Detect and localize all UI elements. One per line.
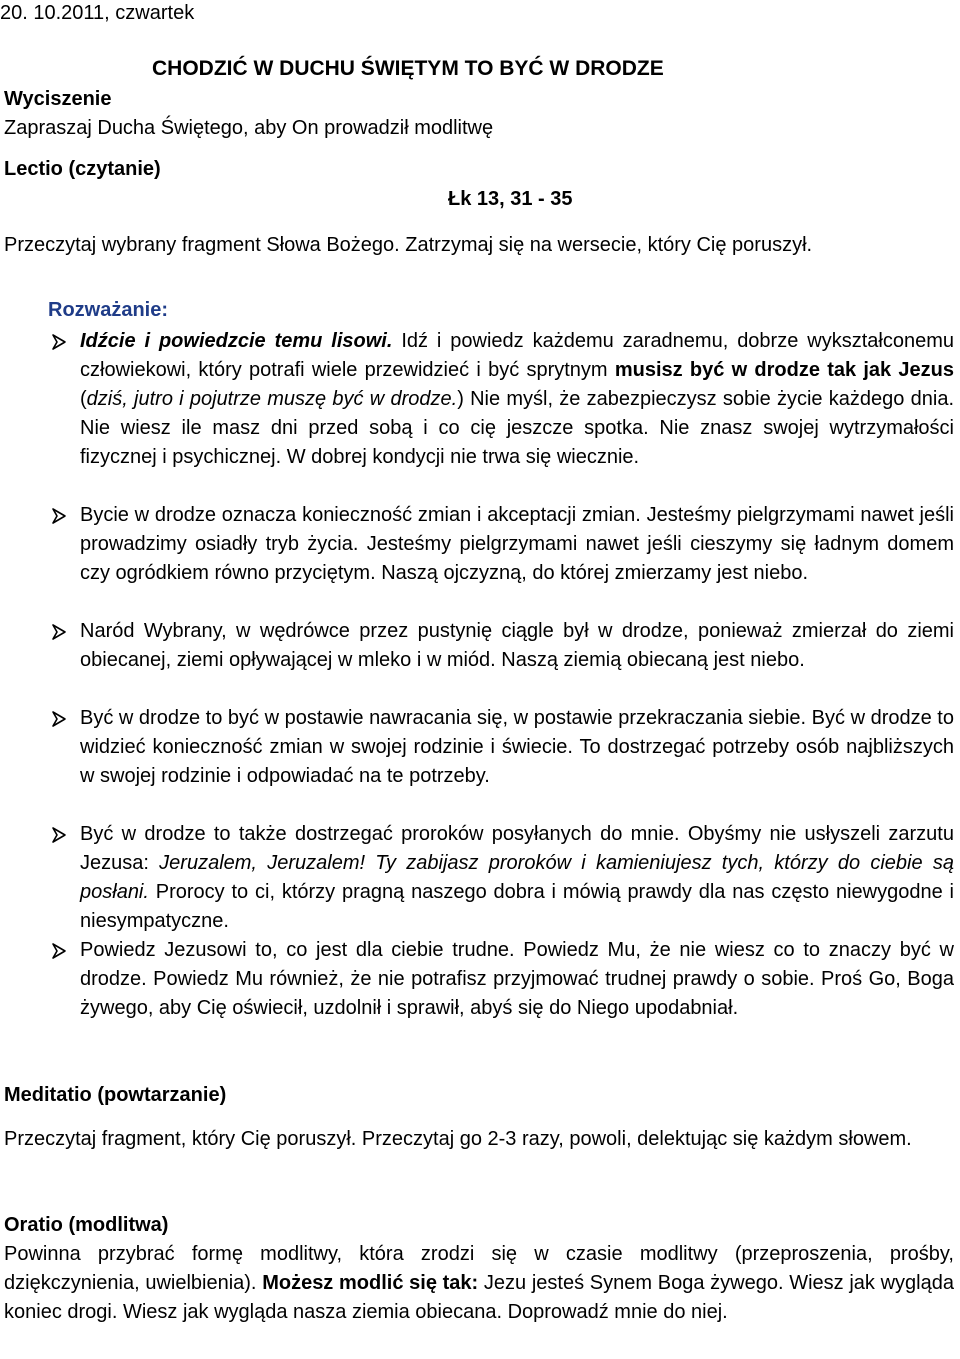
wyciszenie-text: Zapraszaj Ducha Świętego, aby On prowadził modlitwę [4, 117, 494, 139]
lectio-heading: Lectio (czytanie) [4, 158, 161, 180]
rozwazanie-item-2: Bycie w drodze oznacza konieczność zmian i akceptacji zmian. Jesteśmy pielgrzymami nawet jeśli prowadzimy osiadły tryb życia. Jesteśmy pielgrzymami nawet jeśli cieszymy się ładnym domem czy ogródkiem równo przyciętym. Naszą ojczyzną, do której zmierzamy jest niebo. [80, 504, 954, 584]
lectio-instruction: Przeczytaj wybrany fragment Słowa Bożego. Zatrzymaj się na wersecie, który Cię poruszył. [4, 234, 813, 256]
arrowhead-bullet-icon [50, 710, 70, 730]
arrowhead-bullet-icon [50, 623, 70, 643]
wyciszenie-heading: Wyciszenie [4, 88, 112, 110]
arrowhead-bullet-icon [50, 507, 70, 527]
meditatio-heading: Meditatio (powtarzanie) [4, 1084, 227, 1106]
rozwazanie-item-3: Naród Wybrany, w wędrówce przez pustynię ciągle był w drodze, ponieważ zmierzał do ziemi obiecanej, ziemi opływającej w mleko i w miód. Naszą ziemią obiecaną jest niebo. [80, 620, 954, 671]
arrowhead-bullet-icon [50, 942, 70, 962]
meditatio-text: Przeczytaj fragment, który Cię poruszył. Przeczytaj go 2-3 razy, powoli, delektując się każdym słowem. [4, 1128, 912, 1150]
rozwazanie-heading: Rozważanie: [48, 299, 169, 321]
page-title: CHODZIĆ W DUCHU ŚWIĘTYM TO BYĆ W DRODZE [152, 57, 664, 80]
rozwazanie-item-1: Idźcie i powiedzcie temu lisowi. Idź i powiedz każdemu zaradnemu, dobrze wykształconemu człowiekowi, który potrafi wiele przewidzieć i być sprytnym musisz być w drodze tak jak Jezus (dziś, jutro i pojutrze muszę być w drodze.) Nie myśl, że zabezpieczysz sobie życie każdego dnia. Nie wiesz ile masz dni przed sobą i co cię jeszcze spotka. Nie znasz swojej wytrzymałości fizycznej i psychicznej. W dobrej kondycji nie trwa się wiecznie. [80, 330, 955, 468]
oratio-heading: Oratio (modlitwa) [4, 1214, 169, 1236]
scripture-reference: Łk 13, 31 - 35 [448, 188, 573, 210]
arrowhead-bullet-icon [50, 333, 70, 353]
rozwazanie-item-5: Być w drodze to także dostrzegać proroków posyłanych do mnie. Obyśmy nie usłyszeli zarzutu Jezusa: Jeruzalem, Jeruzalem! Ty zabijasz proroków i kamieniujesz tych, którzy do ciebie są posłani. Prorocy to ci, którzy pragną naszego dobra i mówią prawdy dla nas często niewygodne i niesympatyczne. [80, 823, 954, 932]
arrowhead-bullet-icon [50, 826, 70, 846]
rozwazanie-item-4: Być w drodze to być w postawie nawracania się, w postawie przekraczania siebie. Być w drodze to widzieć konieczność zmian w swojej rodzinie i świecie. To dostrzegać potrzeby osób najbliższych w swojej rodzinie i odpowiadać na te potrzeby. [80, 707, 954, 787]
oratio-text: Powinna przybrać formę modlitwy, która zrodzi się w czasie modlitwy (przeproszenia, prośby, dziękczynienia, uwielbienia). Możesz modlić się tak: Jezu jesteś Synem Boga żywego. Wiesz jak wygląda koniec drogi. Wiesz jak wygląda nasza ziemia obiecana. Doprowadź mnie do niej. [4, 1243, 954, 1323]
rozwazanie-item-6: Powiedz Jezusowi to, co jest dla ciebie trudne. Powiedz Mu, że nie wiesz co to znaczy być w drodze. Powiedz Mu również, że nie potrafisz przyjmować trudnej prawdy o sobie. Proś Go, Boga żywego, aby Cię oświecił, uzdolnił i sprawił, abyś się do Niego upodabniał. [80, 939, 954, 1019]
date-line: 20. 10.2011, czwartek [0, 2, 195, 24]
